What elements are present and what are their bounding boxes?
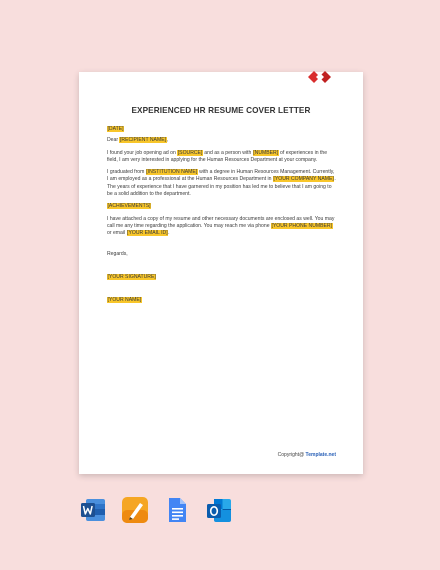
recipient-name-placeholder: [RECIPIENT NAME] <box>119 137 167 144</box>
source-placeholder: [SOURCE] <box>177 149 203 156</box>
paragraph-1: I found your job opening ad on [SOURCE] and as a person with [NUMBER] of experiences in the field, I am very interested in applying for the Human Resources Department at your company. <box>107 149 328 163</box>
template-brand-link[interactable]: Template.net <box>305 452 336 458</box>
number-placeholder: [NUMBER] <box>253 149 279 156</box>
document-title: EXPERIENCED HR RESUME COVER LETTER <box>131 106 311 115</box>
paragraph-3: I have attached a copy of my resume and other necessary documents are enclosed as well. You may call me any time regarding the application. You may reach me via phone [YOUR PHONE NUMBER] or email [YOUR EMAIL ID]. <box>107 215 335 237</box>
letter-body <box>107 126 337 304</box>
apple-pages-icon[interactable] <box>121 496 149 524</box>
company-placeholder: [YOUR COMPANY NAME] <box>273 176 334 183</box>
template-logo-icon <box>308 69 334 85</box>
closing: Regards, <box>107 250 128 257</box>
document-page <box>79 72 363 474</box>
signature-placeholder: [YOUR SIGNATURE] <box>107 273 156 280</box>
email-placeholder: [YOUR EMAIL ID] <box>127 230 168 237</box>
microsoft-outlook-icon[interactable] <box>205 496 233 524</box>
copyright-notice: Copyright@ Template.net <box>277 452 336 458</box>
date-placeholder: [DATE] <box>107 126 124 132</box>
phone-placeholder: [YOUR PHONE NUMBER] <box>271 222 333 229</box>
paragraph-2: I graduated from [INSTITUTION NAME] with a degree in Human Resources Management. Currently, I am employed as a professional at the Human Resources Department in [YOUR COMPANY NAME]. The years of experience that I have garnered in my position has led me to believe that I am going to be a solid addition to the department. <box>107 169 336 198</box>
name-placeholder: [YOUR NAME] <box>107 297 142 304</box>
achievements-placeholder: [ACHIEVEMENTS] <box>107 203 151 210</box>
institution-placeholder: [INSTITUTION NAME] <box>146 169 198 176</box>
google-docs-icon[interactable] <box>163 496 191 524</box>
salutation: Dear [RECIPIENT NAME], <box>107 137 168 144</box>
microsoft-word-icon[interactable] <box>79 496 107 524</box>
app-format-icons <box>79 496 233 524</box>
